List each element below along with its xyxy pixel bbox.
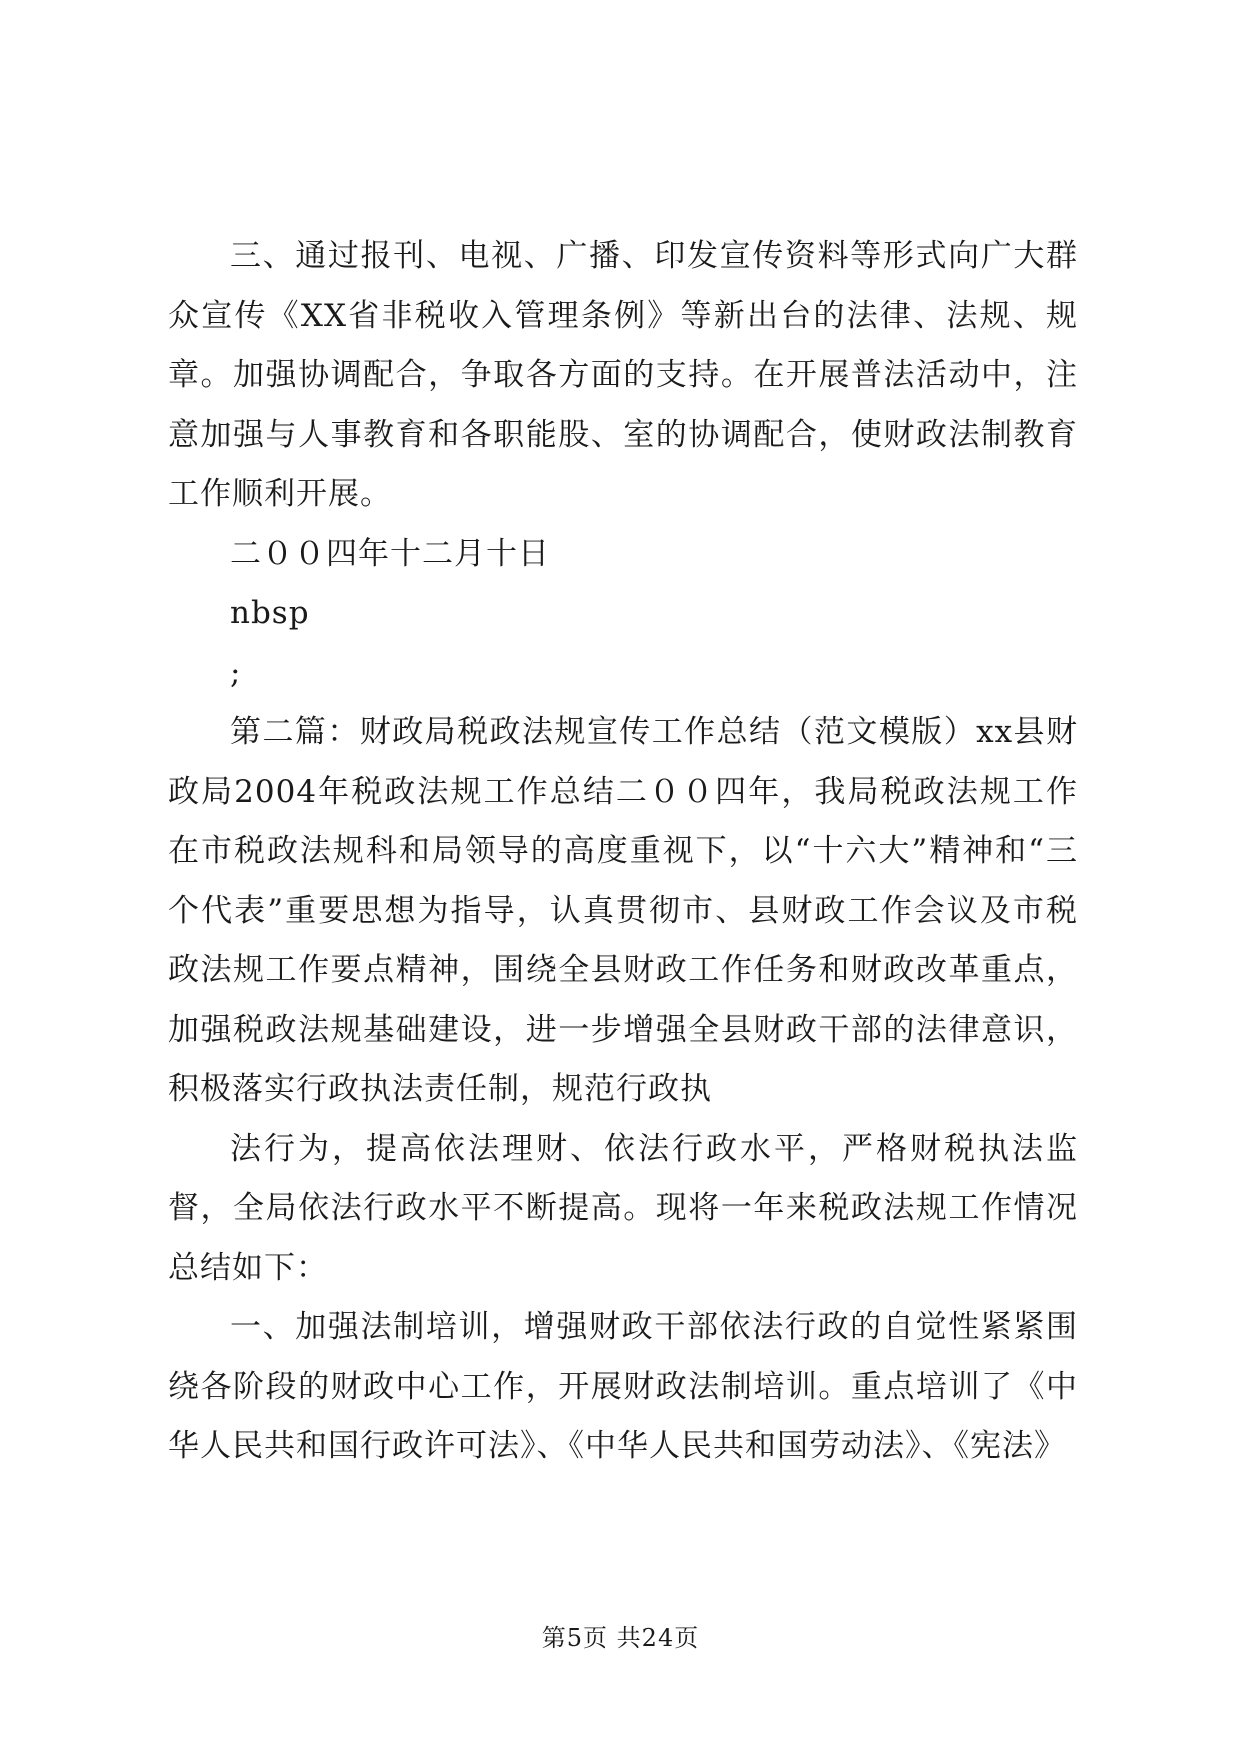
page-footer <box>0 1618 1241 1653</box>
paragraph-date: 二００四年十二月十日 <box>230 535 550 572</box>
document-body <box>168 227 1078 1477</box>
paragraph-publicity: 三、通过报刊、电视、广播、印发宣传资料等形式向广大群众宣传《XX省非税收入管理条例》等新出台的法律、法规、规章。加强协调配合，争取各方面的支持。在开展普法活动中，注意加强与人事教育和各职能股、室的协调配合，使财政法制教育工作顺利开展。 <box>168 238 1078 512</box>
paragraph-nbsp-artifact: nbsp <box>230 595 310 631</box>
page-number: 第5页 共24页 <box>541 1624 700 1652</box>
paragraph-training: 一、加强法制培训，增强财政干部依法行政的自觉性紧紧围绕各阶段的财政中心工作，开展财政法制培训。重点培训了《中华人民共和国行政许可法》、《中华人民共和国劳动法》、《宪法》 <box>168 1309 1078 1464</box>
paragraph-semicolon-artifact: ; <box>230 654 242 691</box>
paragraph-second-article-intro: 第二篇：财政局税政法规宣传工作总结（范文模版）xx县财政局2004年税政法规工作总结二００四年，我局税政法规工作在市税政法规科和局领导的高度重视下，以“十六大”精神和“三个代表”重要思想为指导，认真贯彻市、县财政工作会议及市税政法规工作要点精神，围绕全县财政工作任务和财政改革重点，加强税政法规基础建设，进一步增强全县财政干部的法律意识，积极落实行政执法责任制，规范行政执 <box>168 714 1078 1107</box>
paragraph-summary-lead: 法行为，提高依法理财、依法行政水平，严格财税执法监督，全局依法行政水平不断提高。现将一年来税政法规工作情况总结如下： <box>168 1130 1078 1286</box>
